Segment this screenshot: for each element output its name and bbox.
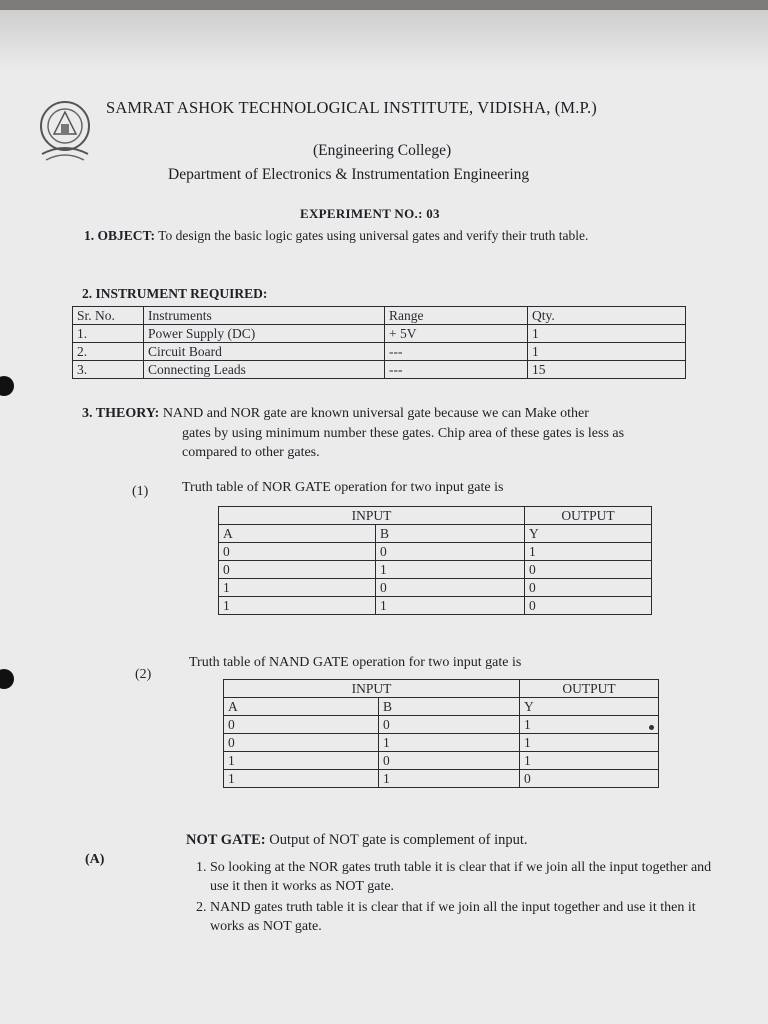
table-row: [224, 734, 659, 752]
not-gate-title: NOT GATE:: [186, 832, 266, 848]
section-marker: (A): [85, 852, 105, 867]
cell: 1: [224, 770, 379, 788]
cell: 3.: [73, 361, 144, 379]
cell: 1: [520, 734, 659, 752]
cell: 1: [376, 561, 525, 579]
nor-caption: Truth table of NOR GATE operation for two input gate is: [182, 480, 504, 495]
cell: ---: [385, 343, 528, 361]
cell: 0: [379, 716, 520, 734]
table-header-row: [224, 698, 659, 716]
table-row: [219, 597, 652, 615]
nor-number: (1): [132, 484, 149, 499]
table-row: [219, 579, 652, 597]
object-section: [84, 226, 684, 245]
not-gate-heading: [186, 832, 528, 849]
cell: 0: [525, 561, 652, 579]
cell: Power Supply (DC): [144, 325, 385, 343]
col-header: Y: [525, 525, 652, 543]
institute-name: SAMRAT ASHOK TECHNOLOGICAL INSTITUTE, VIDISHA, (M.P.): [106, 98, 597, 117]
experiment-number: EXPERIMENT NO.: 03: [300, 206, 440, 221]
cell: 1: [219, 579, 376, 597]
table-row: [219, 543, 652, 561]
object-label: 1. OBJECT:: [84, 228, 156, 243]
col-header: A: [224, 698, 379, 716]
cell: 1.: [73, 325, 144, 343]
cell: 1: [525, 543, 652, 561]
cell: 15: [528, 361, 686, 379]
table-row: [73, 361, 686, 379]
page-shadow: [0, 10, 768, 70]
theory-line: compared to other gates.: [182, 445, 320, 460]
cell: 0: [224, 734, 379, 752]
cell: 0: [520, 770, 659, 788]
not-gate-intro: Output of NOT gate is complement of input.: [269, 832, 528, 848]
object-text: To design the basic logic gates using universal gates and verify their truth table.: [158, 228, 589, 243]
cell: 1: [379, 770, 520, 788]
cell: 1: [379, 734, 520, 752]
not-gate-points: [184, 858, 724, 938]
theory-section: [82, 404, 624, 463]
list-item: 2. NAND gates truth table it is clear that if we join all the input together and use it then it works as NOT gate.: [210, 898, 724, 936]
output-header: OUTPUT: [520, 680, 659, 698]
theory-label: 3. THEORY:: [82, 406, 160, 421]
table-row: [219, 561, 652, 579]
nand-caption: Truth table of NAND GATE operation for two input gate is: [189, 655, 522, 670]
theory-line: gates by using minimum number these gates. Chip area of these gates is less as: [182, 425, 625, 441]
cell: 0: [525, 579, 652, 597]
cell: 0: [376, 543, 525, 561]
table-header-row: [224, 680, 659, 698]
input-header: INPUT: [219, 507, 525, 525]
table-row: [73, 343, 686, 361]
cell: ---: [385, 361, 528, 379]
college-name: (Engineering College): [313, 142, 452, 159]
col-header: Qty.: [528, 307, 686, 325]
cell: 1: [224, 752, 379, 770]
cell: 0: [376, 579, 525, 597]
table-row: [73, 325, 686, 343]
cell: 0: [379, 752, 520, 770]
cell: 1: [520, 716, 659, 734]
table-row: [224, 770, 659, 788]
theory-line: NAND and NOR gate are known universal gate because we can Make other: [162, 406, 589, 421]
cell: 1: [520, 752, 659, 770]
col-header: B: [379, 698, 520, 716]
ink-dot: [649, 725, 654, 730]
col-header: B: [376, 525, 525, 543]
table-row: [224, 752, 659, 770]
nand-truth-table: [223, 679, 659, 788]
cell: 2.: [73, 343, 144, 361]
col-header: Y: [520, 698, 659, 716]
table-header-row: [219, 507, 652, 525]
table-header-row: [219, 525, 652, 543]
institute-logo-icon: [34, 98, 96, 166]
cell: 0: [224, 716, 379, 734]
table-row: [224, 716, 659, 734]
col-header: A: [219, 525, 376, 543]
cell: 1: [376, 597, 525, 615]
instrument-table: [72, 306, 686, 379]
input-header: INPUT: [224, 680, 520, 698]
cell: 1: [528, 343, 686, 361]
col-header: Sr. No.: [73, 307, 144, 325]
cell: Connecting Leads: [144, 361, 385, 379]
cell: Circuit Board: [144, 343, 385, 361]
col-header: Instruments: [144, 307, 385, 325]
department-name: Department of Electronics & Instrumentation Engineering: [168, 166, 530, 183]
cell: 1: [219, 597, 376, 615]
instrument-heading: 2. INSTRUMENT REQUIRED:: [82, 286, 268, 301]
cell: + 5V: [385, 325, 528, 343]
nor-truth-table: [218, 506, 652, 615]
cell: 1: [528, 325, 686, 343]
output-header: OUTPUT: [525, 507, 652, 525]
table-header-row: [73, 307, 686, 325]
cell: 0: [219, 543, 376, 561]
list-item: 1. So looking at the NOR gates truth table it is clear that if we join all the input together and use it then it works as NOT gate.: [210, 858, 724, 896]
col-header: Range: [385, 307, 528, 325]
cell: 0: [525, 597, 652, 615]
cell: 0: [219, 561, 376, 579]
nand-number: (2): [135, 667, 152, 682]
